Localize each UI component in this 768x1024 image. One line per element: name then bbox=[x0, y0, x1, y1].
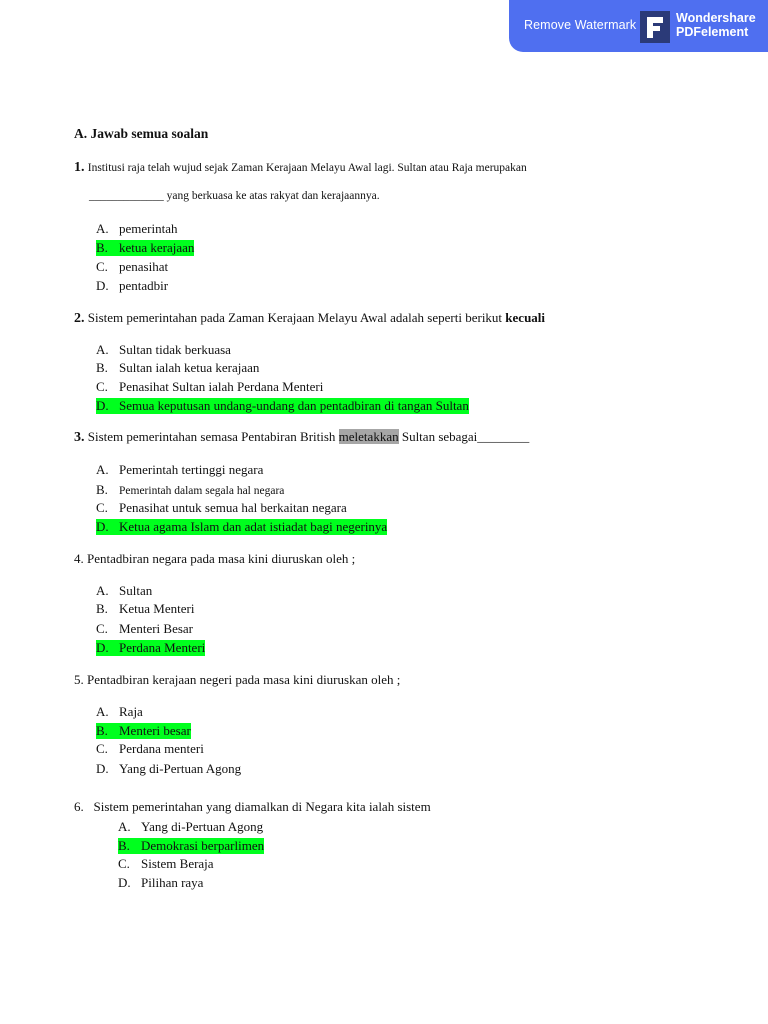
q1-option-d[interactable]: D. pentadbir bbox=[96, 278, 169, 293]
q5-option-a[interactable]: A. Raja bbox=[96, 704, 143, 719]
q5-option-c[interactable]: C. Perdana menteri bbox=[96, 741, 204, 756]
q4-option-b[interactable]: B. Ketua Menteri bbox=[96, 601, 195, 616]
q2-option-c[interactable]: C. Penasihat Sultan ialah Perdana Menteri bbox=[96, 379, 324, 394]
q6-option-a[interactable]: A. Yang di-Pertuan Agong bbox=[118, 819, 264, 834]
q4-option-c[interactable]: C. Menteri Besar bbox=[96, 621, 194, 636]
question-5: 5. Pentadbiran kerajaan negeri pada masa kini diuruskan oleh ; bbox=[74, 672, 401, 687]
question-2: 2. Sistem pemerintahan pada Zaman Kerajaan Melayu Awal adalah seperti berikut kecuali bbox=[74, 310, 546, 326]
question-3: 3. Sistem pemerintahan semasa Pentabiran British meletakkan Sultan sebagai________ bbox=[74, 429, 530, 445]
q2-option-d[interactable]: D. Semua keputusan undang-undang dan pentadbiran di tangan Sultan bbox=[96, 398, 469, 413]
q6-option-d[interactable]: D. Pilihan raya bbox=[118, 875, 204, 890]
watermark-banner bbox=[509, 0, 768, 52]
q3-option-a[interactable]: A. Pemerintah tertinggi negara bbox=[96, 462, 264, 477]
question-6: 6. Sistem pemerintahan yang diamalkan di Negara kita ialah sistem bbox=[74, 799, 431, 814]
q3-option-c[interactable]: C. Penasihat untuk semua hal berkaitan negara bbox=[96, 500, 347, 515]
q6-option-c[interactable]: C. Sistem Beraja bbox=[118, 856, 214, 871]
question-1: 1. Institusi raja telah wujud sejak Zaman Kerajaan Melayu Awal lagi. Sultan atau Raja merupakan bbox=[74, 160, 527, 175]
question-4: 4. Pentadbiran negara pada masa kini diuruskan oleh ; bbox=[74, 551, 356, 566]
brand-name: Wondershare PDFelement bbox=[676, 11, 756, 39]
q3-option-d[interactable]: D. Ketua agama Islam dan adat istiadat bagi negerinya bbox=[96, 519, 388, 534]
q4-option-d[interactable]: D. Perdana Menteri bbox=[96, 640, 206, 655]
q3-option-b[interactable]: B. Pemerintah dalam segala hal negara bbox=[96, 482, 285, 497]
q6-option-b[interactable]: B. Demokrasi berparlimen bbox=[118, 838, 265, 853]
remove-watermark-button[interactable]: Remove Watermark bbox=[524, 18, 637, 32]
q1-option-a[interactable]: A. pemerintah bbox=[96, 221, 178, 236]
question-1-continuation: _____________ yang berkuasa ke atas rakyat dan kerajaannya. bbox=[89, 190, 380, 202]
pdfelement-logo-icon bbox=[640, 11, 670, 43]
q2-option-a[interactable]: A. Sultan tidak berkuasa bbox=[96, 342, 231, 357]
q1-option-c[interactable]: C. penasihat bbox=[96, 259, 169, 274]
section-heading: A. Jawab semua soalan bbox=[74, 126, 209, 141]
q5-option-d[interactable]: D. Yang di-Pertuan Agong bbox=[96, 761, 242, 776]
q5-option-b[interactable]: B. Menteri besar bbox=[96, 723, 191, 738]
q2-option-b[interactable]: B. Sultan ialah ketua kerajaan bbox=[96, 360, 260, 375]
q1-option-b[interactable]: B. ketua kerajaan bbox=[96, 240, 195, 255]
q4-option-a[interactable]: A. Sultan bbox=[96, 583, 153, 598]
